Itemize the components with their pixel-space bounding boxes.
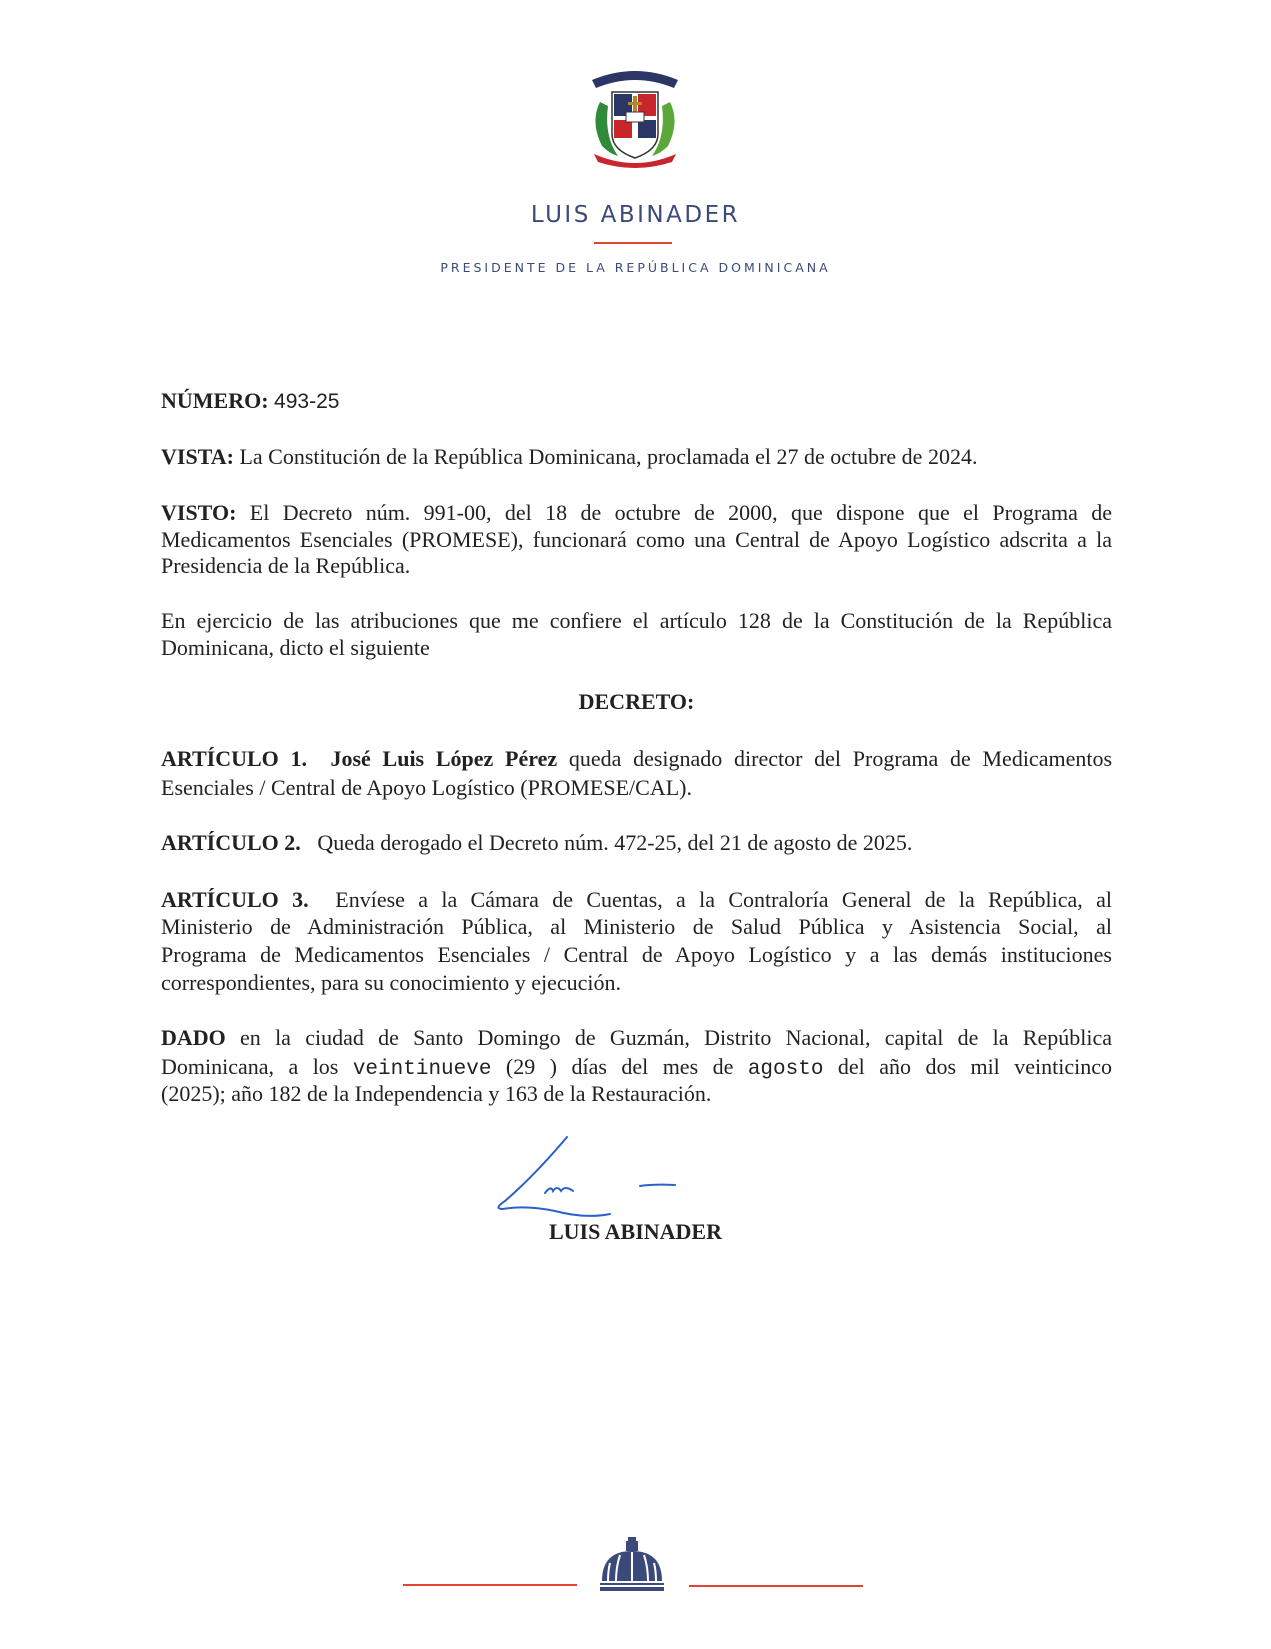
articulo-3-line-3: Programa de Medicamentos Esenciales / Central de Apoyo Logístico y a las demás instituciones [161, 942, 1112, 967]
articulo-1-text: queda designado director del Programa de Medicamentos [568, 746, 1113, 771]
header-divider [594, 242, 672, 244]
visto-text: El Decreto núm. 991-00, del 18 de octubre de 2000, que dispone que el Programa de [249, 500, 1112, 525]
dado-line-1 [161, 1024, 1112, 1052]
decreto-heading: DECRETO: [578, 689, 695, 714]
articulo-1-line-1 [161, 745, 1112, 773]
visto-line-3: Presidencia de la República. [161, 553, 411, 578]
number-label: NÚMERO: [161, 388, 269, 413]
ejercicio-line-2: Dominicana, dicto el siguiente [161, 635, 430, 660]
articulo-1-line-2: Esenciales / Central de Apoyo Logístico (PROMESE/CAL). [161, 775, 692, 800]
articulo-3-label: ARTÍCULO 3. [161, 887, 309, 912]
signatory-name: LUIS ABINADER [549, 1219, 722, 1244]
vista-label: VISTA: [161, 444, 234, 469]
national-palace-dome-icon [600, 1535, 664, 1595]
decree-number [161, 387, 1112, 415]
dado-text-c: del año dos mil veinticinco [837, 1054, 1112, 1079]
footer-line-left [403, 1584, 577, 1586]
articulo-3-line-4: correspondientes, para su conocimiento y ejecución. [161, 970, 622, 995]
articulo-2-text: Queda derogado el Decreto núm. 472-25, del 21 de agosto de 2025. [317, 830, 913, 855]
dado-text: en la ciudad de Santo Domingo de Guzmán, Distrito Nacional, capital de la República [240, 1025, 1113, 1050]
coat-of-arms-emblem [580, 62, 690, 168]
month: agosto [747, 1058, 824, 1081]
dado-line-3: (2025); año 182 de la Independencia y 163 de la Restauración. [161, 1081, 712, 1106]
articulo-1-label: ARTÍCULO 1. [161, 746, 308, 771]
vista-paragraph [161, 443, 1112, 471]
dado-label: DADO [161, 1025, 226, 1050]
number-value: 493-25 [274, 390, 340, 413]
header-name: LUIS ABINADER [530, 202, 741, 228]
visto-line-1 [161, 499, 1112, 527]
handwritten-signature [485, 1135, 685, 1220]
dado-text-b: días del mes de [571, 1054, 734, 1079]
articulo-2 [161, 829, 1112, 857]
day-words: veintinueve [352, 1058, 492, 1081]
dado-line-2 [161, 1053, 1112, 1081]
designee-name: José Luis López Pérez [330, 746, 558, 771]
articulo-3-line-1 [161, 886, 1112, 914]
articulo-2-label: ARTÍCULO 2. [161, 830, 301, 855]
ejercicio-line-1: En ejercicio de las atribuciones que me confiere el artículo 128 de la Constitución de la República [161, 608, 1112, 633]
articulo-3-line-2: Ministerio de Administración Pública, al Ministerio de Salud Pública y Asistencia Social, al [161, 914, 1112, 939]
visto-line-2: Medicamentos Esenciales (PROMESE), funcionará como una Central de Apoyo Logístico adscrita a la [161, 527, 1112, 552]
header-title: PRESIDENTE DE LA REPÚBLICA DOMINICANA [440, 260, 831, 275]
vista-text: La Constitución de la República Dominicana, proclamada el 27 de octubre de 2024. [239, 444, 978, 469]
visto-label: VISTO: [161, 500, 237, 525]
footer-line-right [689, 1585, 863, 1587]
day-number: (29 ) [505, 1054, 558, 1079]
dado-text-a: Dominicana, a los [161, 1054, 339, 1079]
articulo-3-text: Envíese a la Cámara de Cuentas, a la Contraloría General de la República, al [335, 887, 1112, 912]
